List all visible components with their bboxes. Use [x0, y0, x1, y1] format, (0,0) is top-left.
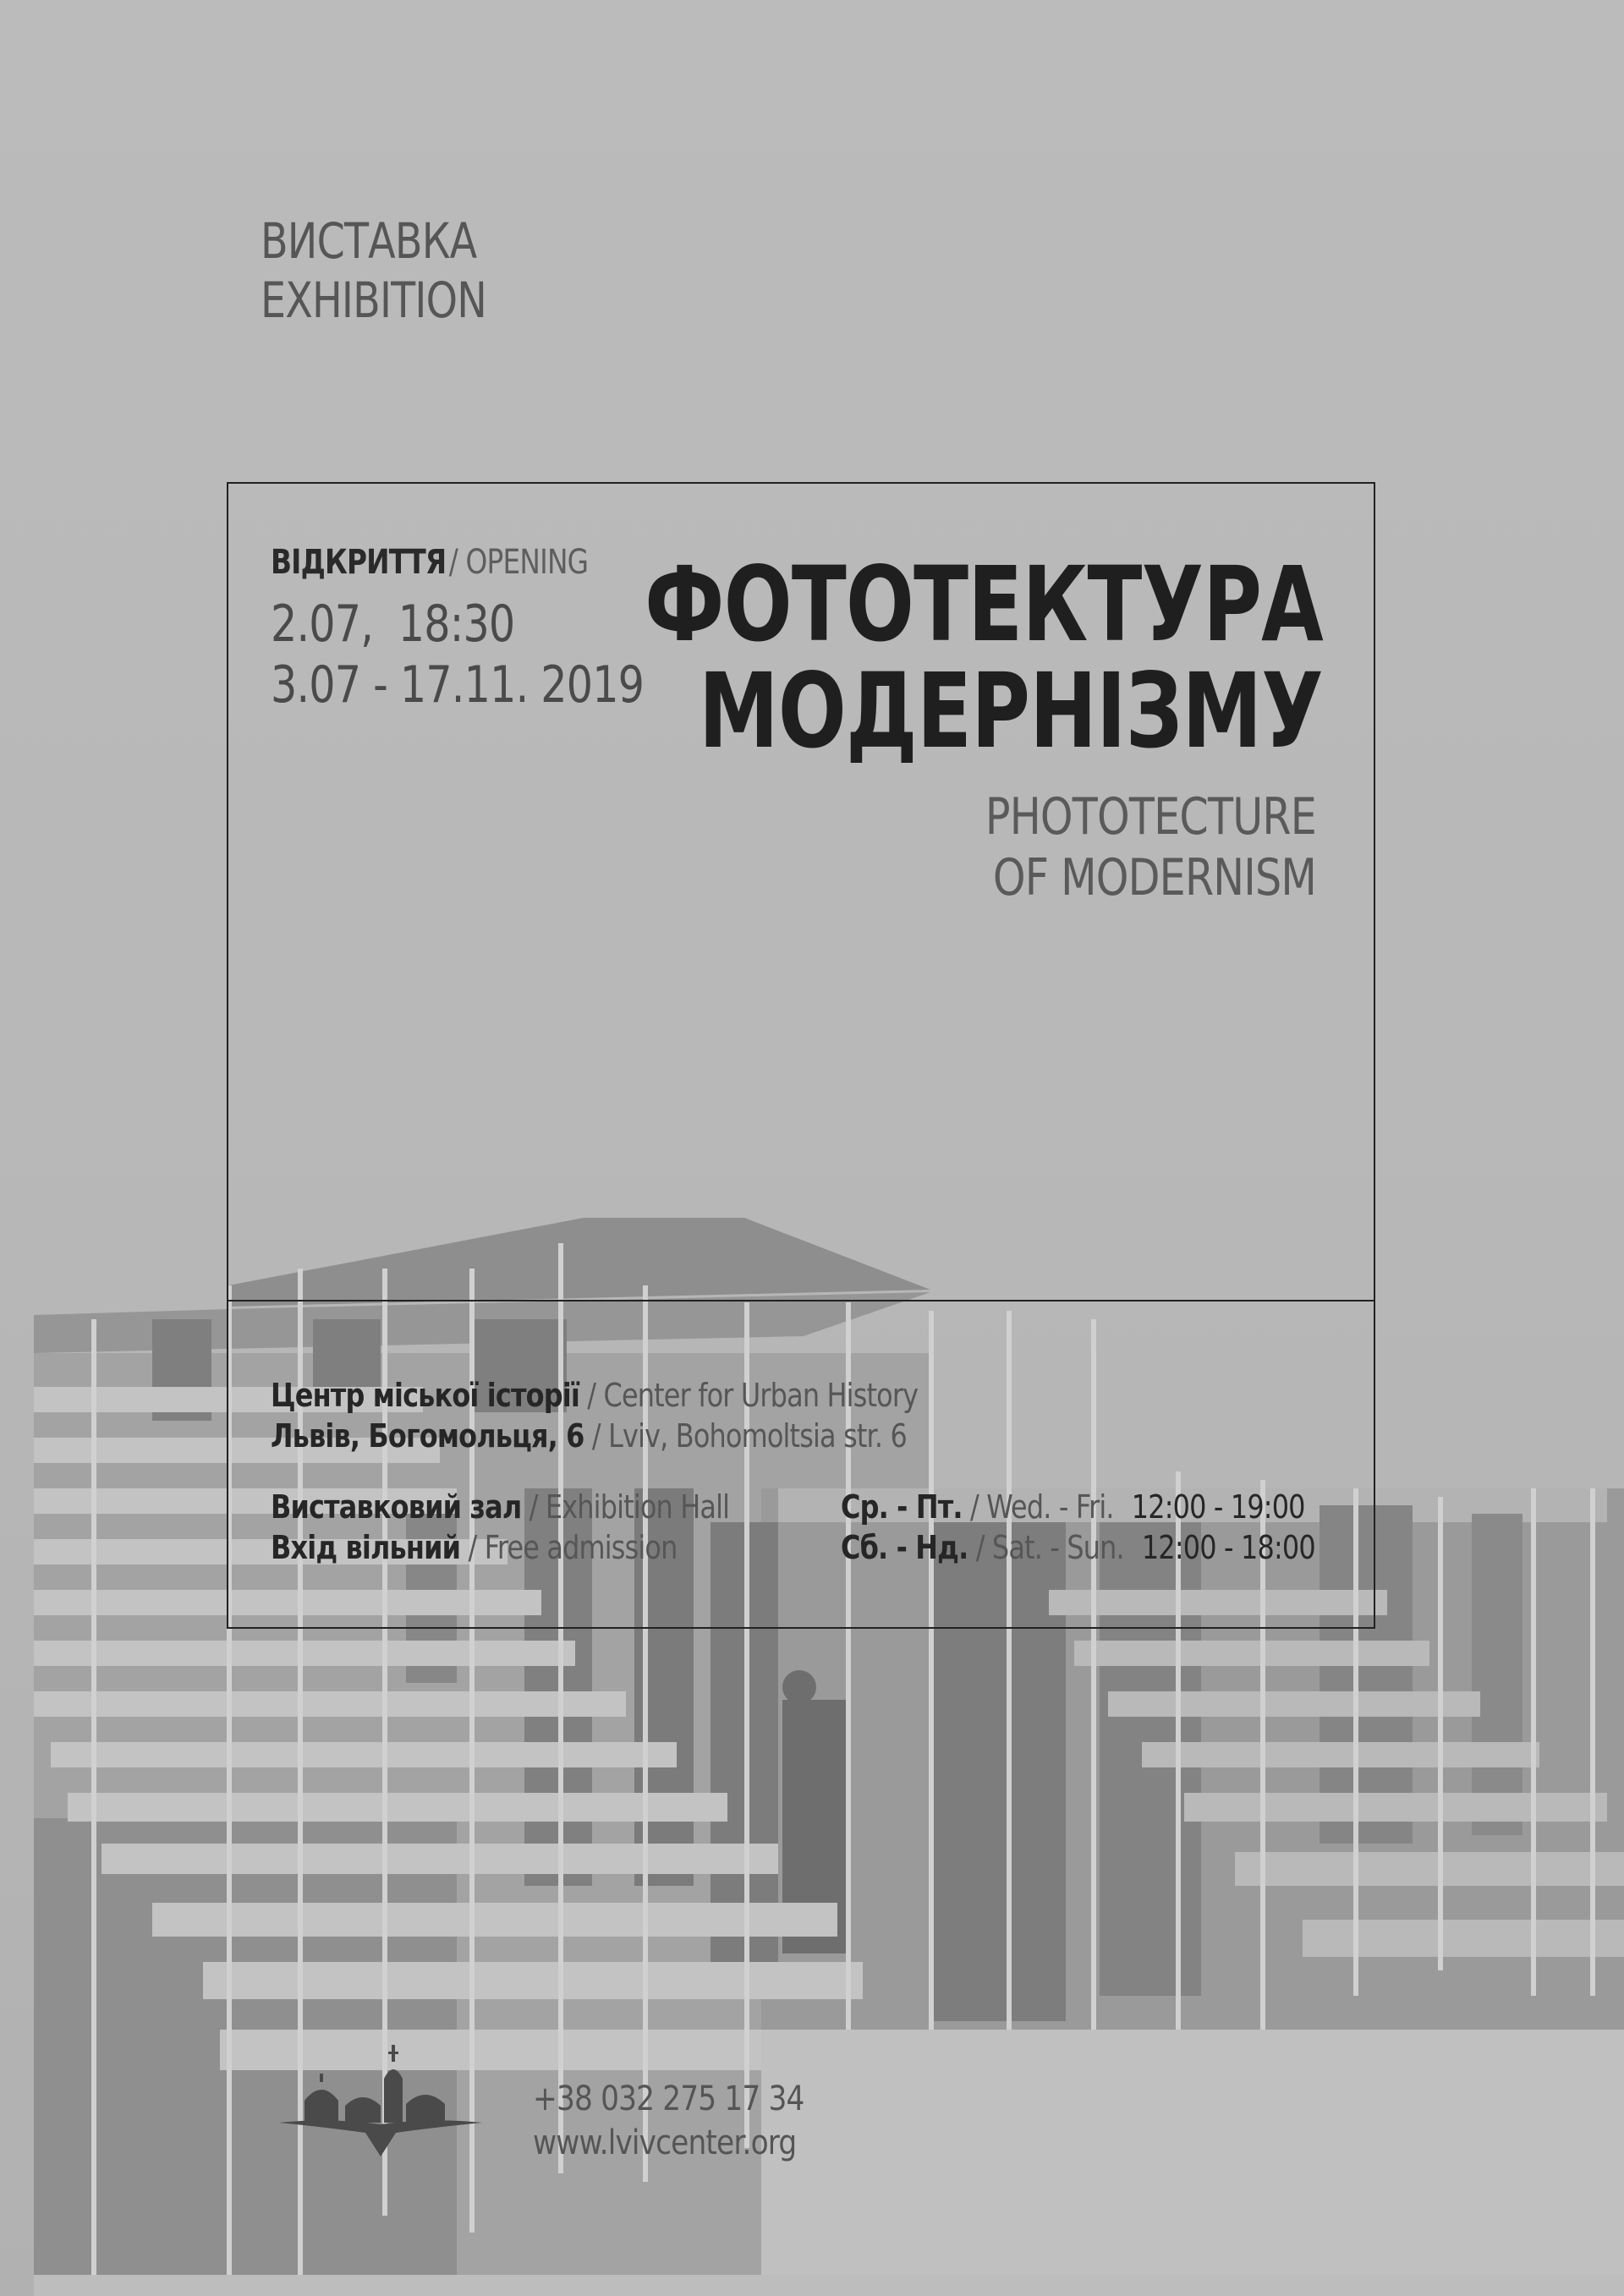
- address-en: / Lviv, Bohomoltsia str. 6: [591, 1417, 907, 1455]
- weekdays-time: 12:00 - 19:00: [1131, 1488, 1305, 1526]
- weekend-time: 12:00 - 18:00: [1141, 1529, 1315, 1566]
- admission-line: [271, 1527, 729, 1568]
- phone-number[interactable]: +38 032 275 17 34: [533, 2080, 804, 2118]
- exhibition-date-range: 3.07 - 17.11. 2019: [271, 655, 645, 715]
- venue-name-ua: Центр міської історії: [271, 1377, 579, 1414]
- hours-weekdays: [841, 1487, 1315, 1527]
- hall-ua: Виставковий зал: [271, 1488, 522, 1526]
- church-skyline-logo-icon: [279, 2045, 482, 2163]
- weekdays-ua: Ср. - Пт.: [841, 1488, 963, 1526]
- title-line2-en: OF MODERNISM: [992, 848, 1316, 907]
- page-subtitle: [985, 786, 1316, 908]
- opening-dates: [271, 594, 644, 715]
- opening-label-en: / OPENING: [448, 543, 589, 582]
- admission-en: / Free admission: [468, 1529, 678, 1566]
- title-line1-ua: ФОТОТЕКТУРА: [645, 545, 1323, 665]
- website-link[interactable]: www.lvivcenter.org: [533, 2123, 797, 2162]
- title-line2-ua: МОДЕРНІЗМУ: [698, 651, 1323, 771]
- venue-name-line: [271, 1375, 918, 1416]
- venue-name-en: / Center for Urban History: [587, 1377, 919, 1414]
- exhibition-label-ua: ВИСТАВКА: [261, 212, 477, 270]
- weekend-ua: Сб. - Нд.: [841, 1529, 968, 1566]
- opening-date-time: 2.07, 18:30: [271, 595, 515, 654]
- hours-weekend: [841, 1527, 1315, 1568]
- weekdays-en: / Wed. - Fri.: [969, 1488, 1114, 1526]
- exhibition-label-en: EXHIBITION: [261, 271, 486, 329]
- address-line: [271, 1416, 918, 1456]
- venue-address: [271, 1375, 918, 1456]
- hall-en: / Exhibition Hall: [529, 1488, 730, 1526]
- hall-admission: [271, 1487, 729, 1568]
- opening-hours: [841, 1487, 1315, 1568]
- address-ua: Львів, Богомольця, 6: [271, 1417, 584, 1455]
- title-line1-en: PHOTOTECTURE: [985, 787, 1316, 847]
- page-title: [645, 545, 1323, 771]
- admission-ua: Вхід вільний: [271, 1529, 461, 1566]
- hall-line: [271, 1487, 729, 1527]
- contacts: [533, 2077, 804, 2165]
- opening-label: [271, 543, 588, 582]
- weekend-en: / Sat. - Sun.: [975, 1529, 1124, 1566]
- exhibition-label: [261, 211, 486, 330]
- opening-label-ua: ВІДКРИТТЯ: [271, 543, 447, 582]
- frame-divider: [227, 1300, 1375, 1301]
